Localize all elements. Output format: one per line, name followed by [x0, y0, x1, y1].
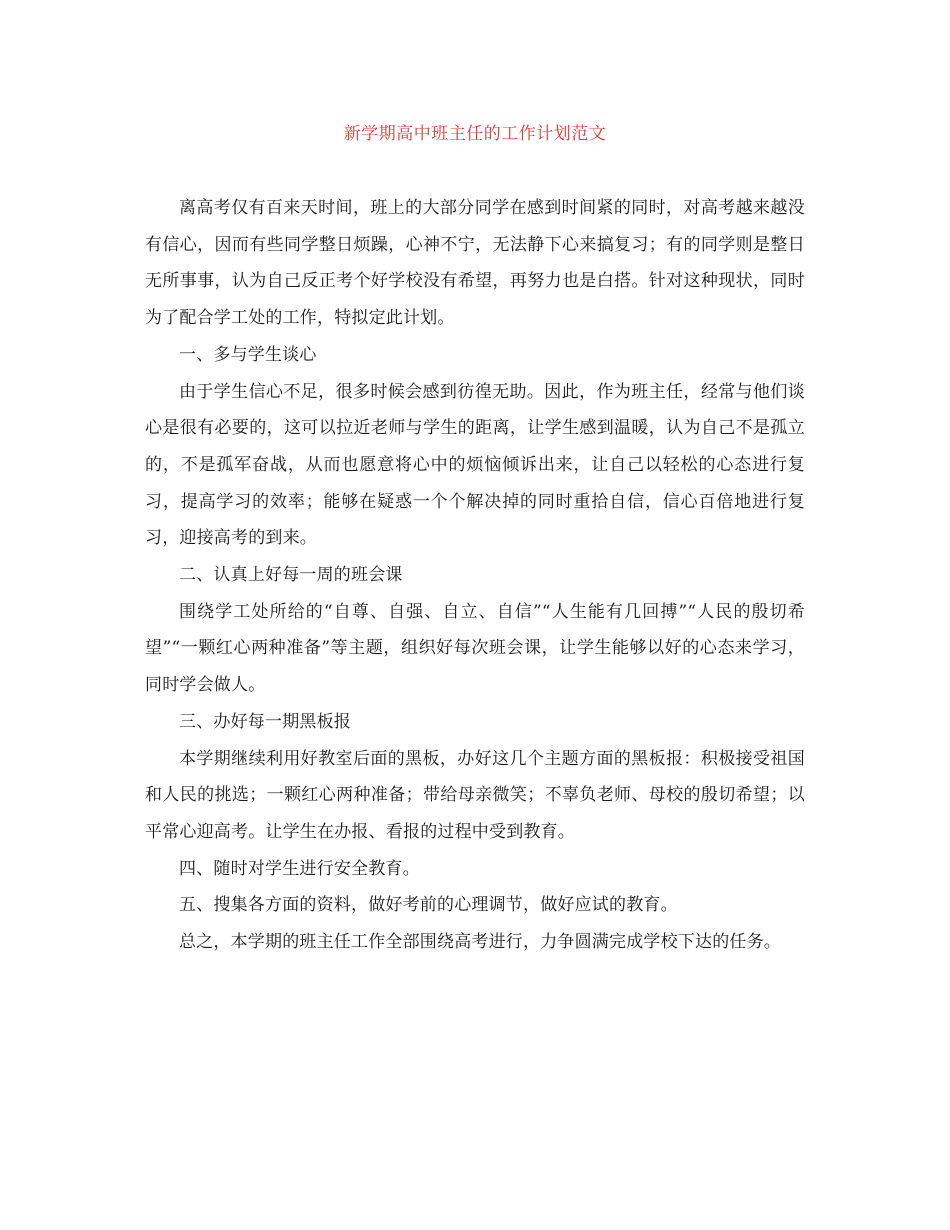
paragraph-intro: 离高考仅有百来天时间，班上的大部分同学在感到时间紧的同时，对高考越来越没有信心，因而有些同学整日烦躁，心神不宁，无法静下心来搞复习；有的同学则是整日无所事事，认为自己反正考个好学校没有希望，再努力也是白搭。针对这种现状，同时为了配合学工处的工作，特拟定此计划。 [145, 198, 805, 329]
document-title: 新学期高中班主任的工作计划范文 [343, 124, 607, 144]
paragraph-1: 由于学生信心不足，很多时候会感到彷徨无助。因此，作为班主任，经常与他们谈心是很有必要的，这可以拉近老师与学生的距离，让学生感到温暖，认为自己不是孤立的，不是孤军奋战，从而也愿意将心中的烦恼倾诉出来，让自己以轻松的心态进行复习，提高学习的效率；能够在疑惑一个个解决掉的同时重拾自信，信心百倍地进行复习，迎接高考的到来。 [145, 381, 805, 549]
section-heading-4: 四、随时对学生进行安全教育。 [179, 858, 420, 879]
section-heading-5: 五、搜集各方面的资料，做好考前的心理调节，做好应试的教育。 [179, 895, 678, 916]
section-heading-3: 三、办好每一期黑板报 [179, 711, 351, 732]
paragraph-3: 本学期继续利用好教室后面的黑板，办好这几个主题方面的黑板报：积极接受祖国和人民的挑选；一颗红心两种准备；带给母亲微笑；不辜负老师、母校的殷切希望；以平常心迎高考。让学生在办报、看报的过程中受到教育。 [145, 748, 805, 842]
document-body [145, 190, 805, 961]
paragraph-2: 围绕学工处所给的“自尊、自强、自立、自信”“人生能有几回搏”“人民的殷切希望”“一颗红心两种准备”等主题，组织好每次班会课，让学生能够以好的心态来学习，同时学会做人。 [145, 601, 805, 696]
paragraph-conclusion: 总之，本学期的班主任工作全部围绕高考进行，力争圆满完成学校下达的任务。 [179, 932, 781, 953]
section-heading-1: 一、多与学生谈心 [179, 344, 317, 365]
section-heading-2: 二、认真上好每一周的班会课 [179, 565, 403, 586]
